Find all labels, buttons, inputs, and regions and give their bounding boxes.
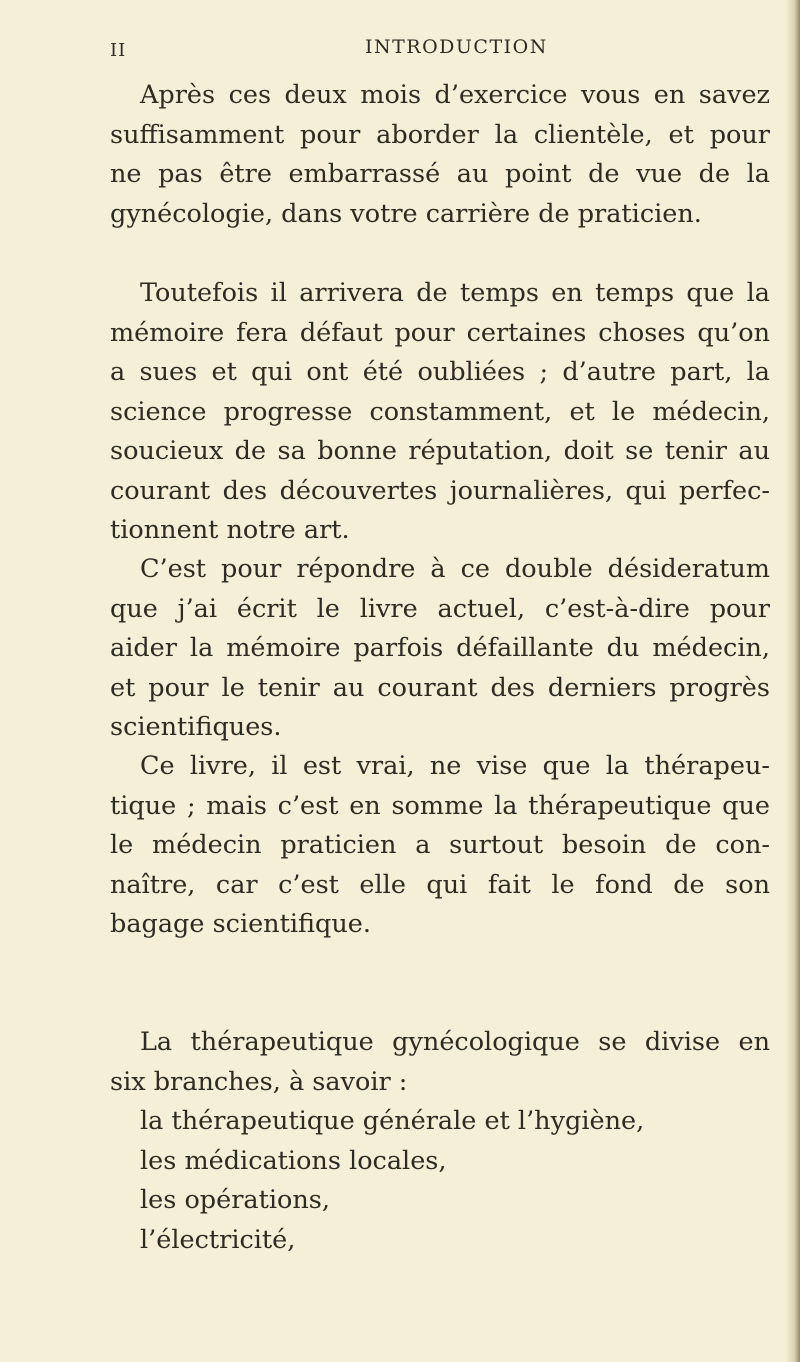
list-item: l’électricité, (140, 1224, 296, 1255)
text-line: mémoire fera défaut pour certaines choses qu’on (110, 317, 770, 348)
paragraph-4 (110, 747, 770, 945)
text-line: suffisamment pour aborder la clientèle, et pour (110, 119, 770, 150)
paragraph-5 (110, 1023, 770, 1102)
text-line: et pour le tenir au courant des derniers progrès (110, 672, 770, 703)
text-line: soucieux de sa bonne réputation, doit se tenir au (110, 436, 770, 466)
text-line: naître, car c’est elle qui fait le fond de son (110, 869, 770, 900)
text-line: aider la mémoire parfois défaillante du médecin, (110, 633, 770, 663)
text-line: bagage scientifique. (110, 909, 371, 939)
text-line: ne pas être embarrassé au point de vue de la (110, 159, 770, 189)
page-header (110, 30, 760, 70)
paragraph-3 (110, 550, 770, 748)
text-line: La thérapeutique gynécologique se divise en (140, 1027, 770, 1057)
branches-list (110, 1102, 770, 1260)
text-line: le médecin praticien a surtout besoin de con- (110, 830, 770, 860)
paragraph-1 (110, 76, 770, 234)
text-line: scientifiques. (110, 712, 282, 742)
text-line: Après ces deux mois d’exercice vous en savez (140, 80, 770, 110)
text-line: six branches, à savoir : (110, 1066, 408, 1097)
page-number: II (110, 40, 127, 61)
paragraph-2 (110, 274, 770, 551)
list-item: les médications locales, (140, 1145, 447, 1176)
page-edge-shadow (786, 0, 800, 1362)
text-line: tionnent notre art. (110, 515, 350, 545)
text-line: a sues et qui ont été oubliées ; d’autre part, la (110, 357, 770, 387)
text-line: Ce livre, il est vrai, ne vise que la thérapeu- (140, 751, 770, 781)
text-line: C’est pour répondre à ce double désideratum (140, 554, 770, 584)
text-line: que j’ai écrit le livre actuel, c’est-à-dire pour (110, 593, 770, 624)
text-line: courant des découvertes journalières, qui perfec- (110, 475, 770, 506)
list-item: les opérations, (140, 1185, 330, 1215)
text-line: gynécologie, dans votre carrière de praticien. (110, 198, 702, 229)
text-line: tique ; mais c’est en somme la thérapeutique que (110, 790, 770, 821)
list-item: la thérapeutique générale et l’hygiène, (140, 1106, 645, 1136)
running-title: INTRODUCTION (365, 36, 548, 58)
text-line: science progresse constamment, et le médecin, (110, 396, 770, 427)
text-line: Toutefois il arrivera de temps en temps que la (140, 278, 770, 308)
